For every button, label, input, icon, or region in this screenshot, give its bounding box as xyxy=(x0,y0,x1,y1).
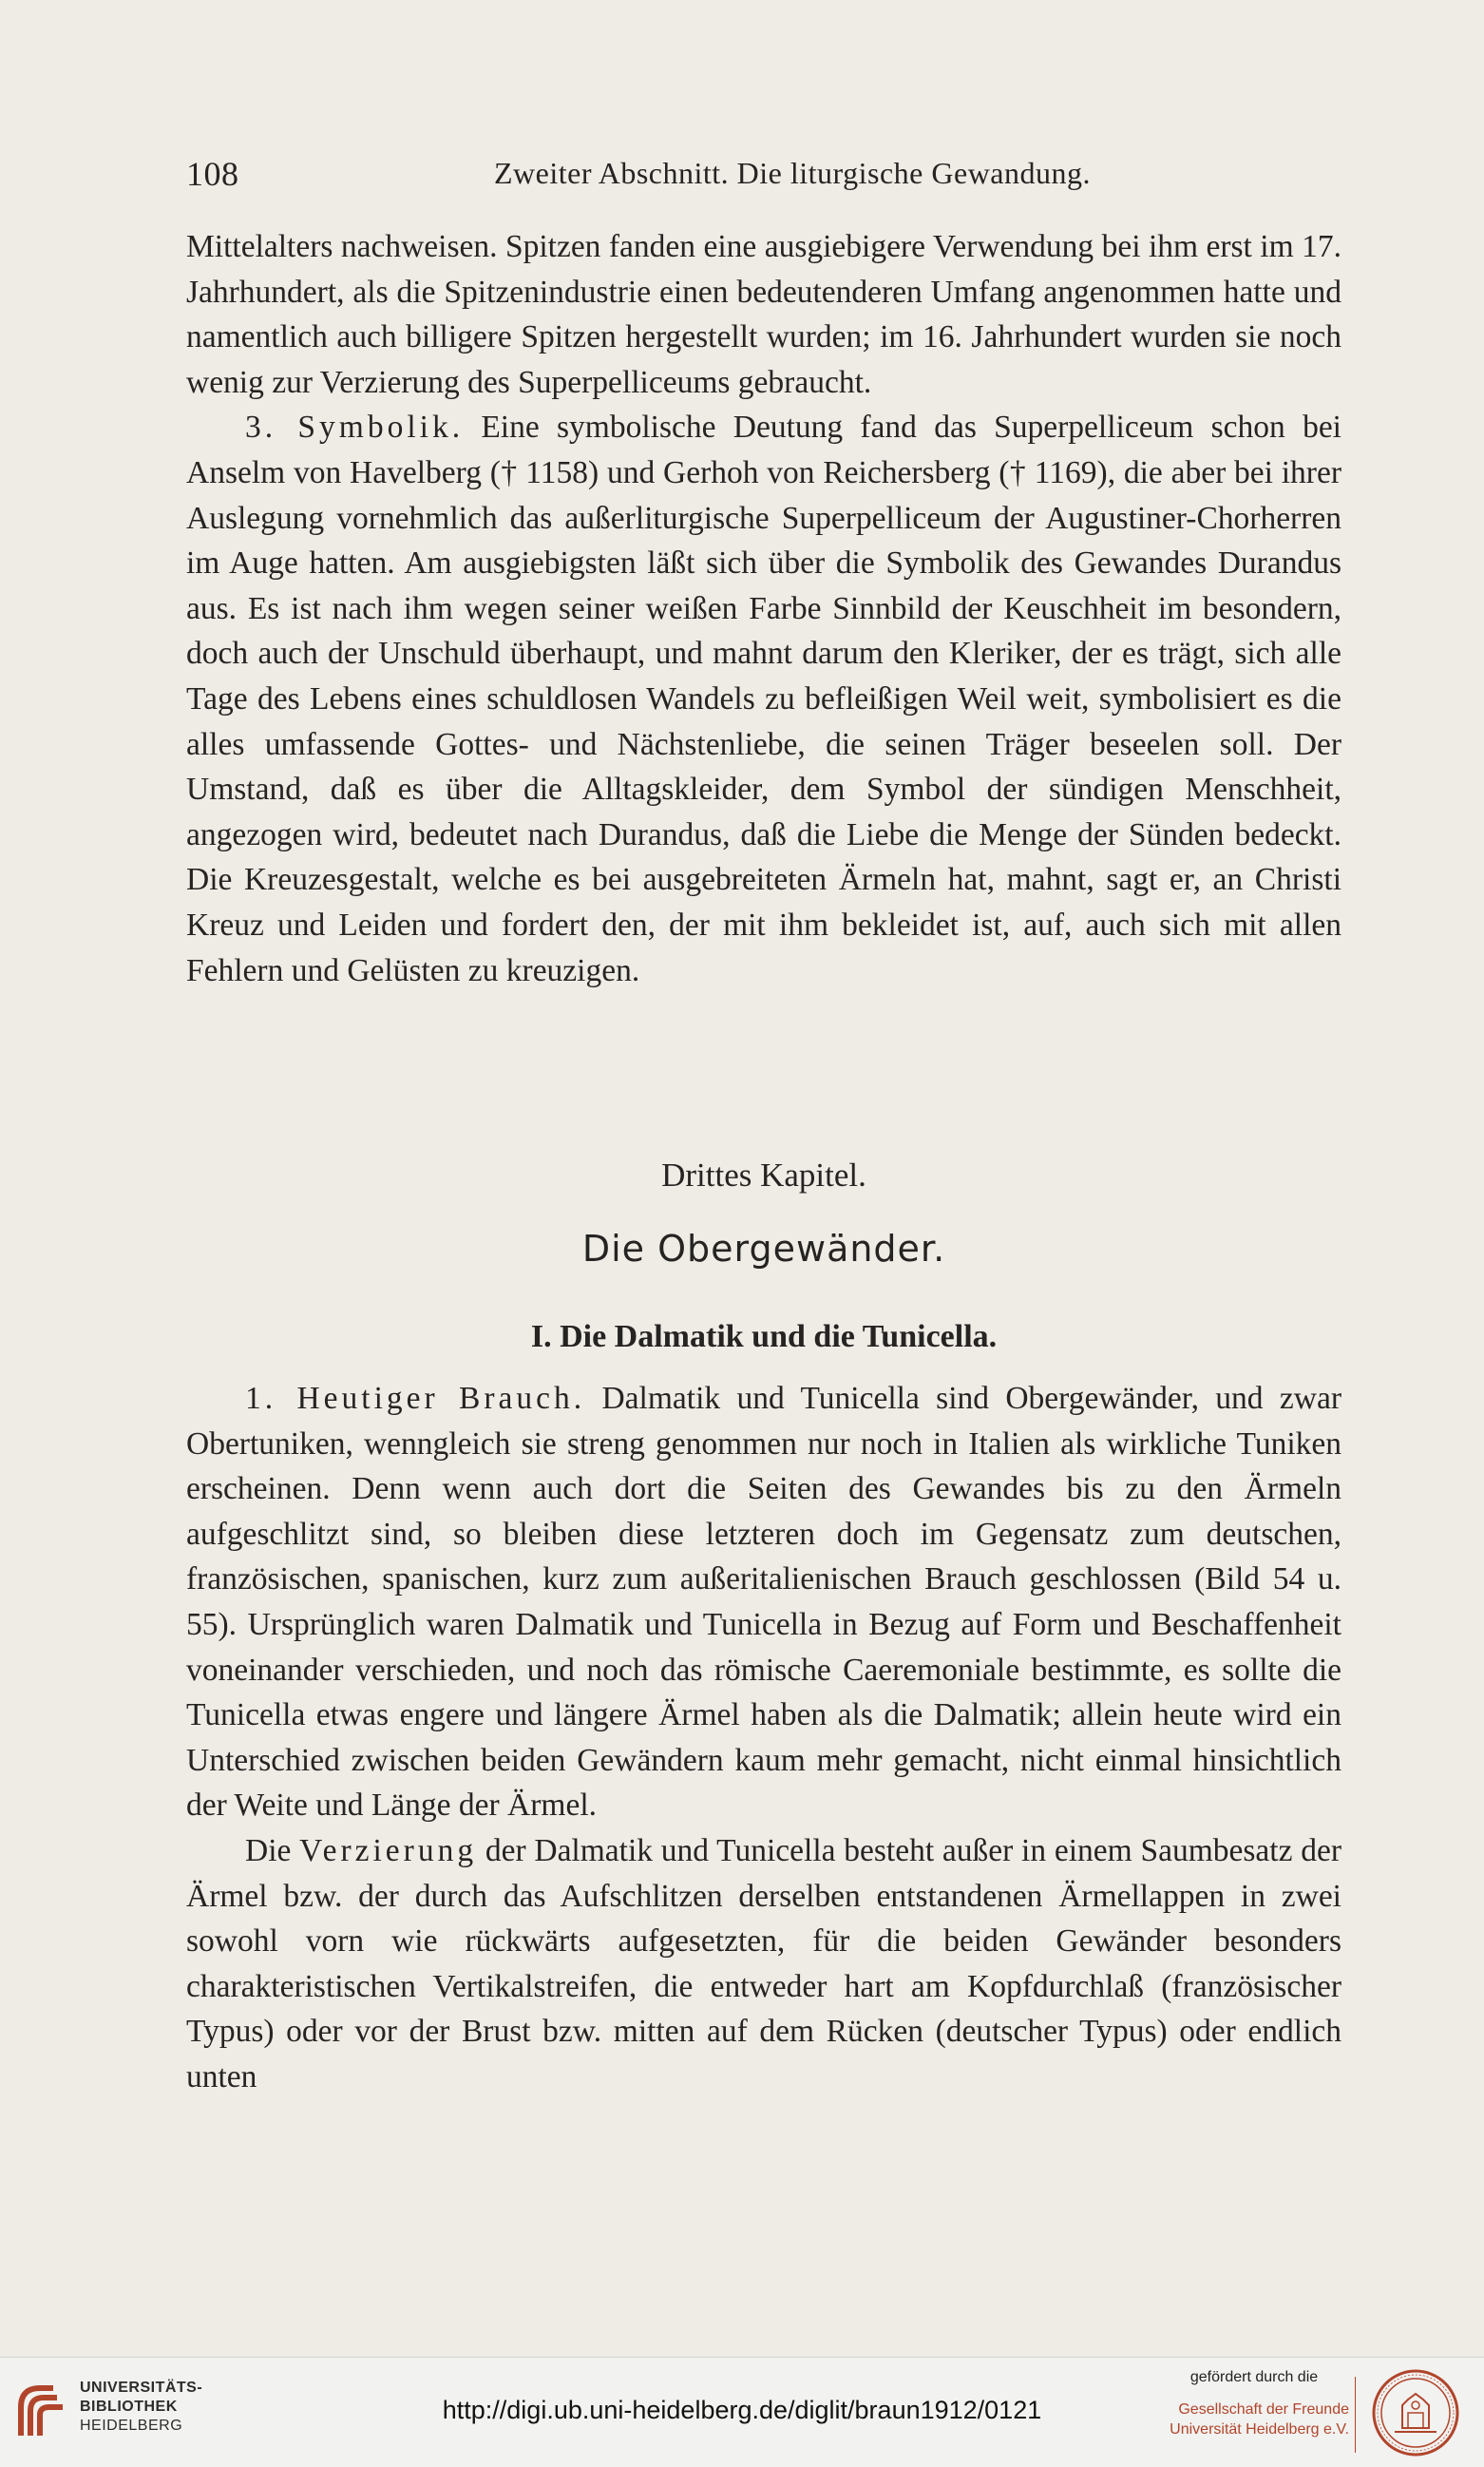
paragraph-3 xyxy=(186,1376,1341,1828)
sponsor-name-2: Universität Heidelberg e.V. xyxy=(1170,2421,1349,2438)
paragraph-4-lead: Verzierung xyxy=(299,1832,478,1868)
sponsor-block xyxy=(1131,2369,1349,2439)
library-name: UNIVERSITÄTS- BIBLIOTHEK HEIDELBERG xyxy=(80,2380,203,2434)
page-header xyxy=(186,154,1341,201)
section-heading: I. Die Dalmatik und die Tunicella. xyxy=(530,1319,998,1354)
page-number: 108 xyxy=(186,155,239,193)
running-title: Zweiter Abschnitt. Die liturgische Gewandung. xyxy=(494,156,1091,190)
paragraph-4-pre: Die xyxy=(245,1832,300,1868)
funded-by-label: gefördert durch die xyxy=(1189,2369,1319,2385)
paragraph-2 xyxy=(186,405,1341,993)
university-seal-icon xyxy=(1364,2365,1467,2460)
paragraph-3-lead: 1. Heutiger Brauch. xyxy=(245,1381,586,1416)
body-text-top xyxy=(186,224,1341,993)
paragraph-2-text: Eine symbolische Deutung fand das Superpelliceum schon bei Anselm von Havelberg († 1158) und Gerhoh von Reichersberg († 1169), die aber bei ihrer Auslegung vornehmlich das außerliturgische Superpelliceum der Augustiner-Chorherren im Auge hatten. Am ausgiebigsten läßt sich über die Symbolik des Gewandes Durandus aus. Es ist nach ihm wegen seiner weißen Farbe Sinnbild der Keuschheit im besondern, doch auch der Unschuld überhaupt, und mahnt darum den Kleriker, der es trägt, sich alle Tage des Lebens eines schuldlosen Wandels zu befleißigen Weil weit, symbolisiert es die alles umfassende Gottes- und Nächstenliebe, die seinen Träger beseelen soll. Der Umstand, daß es über die Alltagskleider, dem Symbol der sündigen Menschheit, angezogen wird, bedeutet nach Durandus, daß die Liebe die Menge der Sünden bedeckt. Die Kreuzesgestalt, welche es bei ausgebreiteten Ärmeln hat, mahnt, sagt er, an Christi Kreuz und Leiden und fordert den, der mit ihm bekleidet ist, auf, auch sich mit allen Fehlern und Gelüsten zu kreuzigen. xyxy=(186,410,1341,988)
chapter-title: Die Obergewänder. xyxy=(581,1228,946,1270)
paragraph-2-lead: 3. Symbolik. xyxy=(245,410,465,446)
paragraph-1: Mittelalters nachweisen. Spitzen fanden eine ausgiebigere Verwendung bei ihm erst im 17. Jahrhundert, als die Spitzenindustrie einen bedeutenderen Umfang angenommen hatte und namentlich auch billigere Spitzen hergestellt wurden; im 16. Jahrhundert wurden sie noch wenig zur Verzierung des Superpelliceums gebraucht. xyxy=(186,229,1341,400)
body-text-bottom xyxy=(186,1376,1341,2100)
viewer-footer xyxy=(0,2357,1484,2467)
paragraph-4 xyxy=(186,1828,1341,2100)
chapter-heading: Drittes Kapitel. xyxy=(661,1157,866,1194)
sponsor-divider xyxy=(1355,2377,1356,2453)
paragraph-4-text: der Dalmatik und Tunicella besteht außer in einem Saumbesatz der Ärmel bzw. der durch das Aufschlitzen derselben entstandenen Ärmellappen in zwei sowohl vorn wie rückwärts aufgesetzten, für die beiden Gewänder besonders charakteristischen Vertikalstreifen, die entweder hart am Kopfdurchlaß (französischer Typus) oder vor der Brust bzw. mitten auf dem Rücken (deutscher Typus) oder endlich unten xyxy=(186,1832,1341,2094)
permalink-url[interactable]: http://digi.ub.uni-heidelberg.de/diglit/braun1912/0121 xyxy=(442,2396,1042,2424)
sponsor-name-1: Gesellschaft der Freunde xyxy=(1178,2401,1349,2418)
paragraph-3-text: Dalmatik und Tunicella sind Obergewänder, und zwar Obertuniken, wenngleich sie streng genommen nur noch in Italien als wirkliche Tuniken erscheinen. Denn wenn auch dort die Seiten des Gewandes bis zu den Ärmeln aufgeschlitzt sind, so bleiben diese letzteren doch im Gegensatz zum deutschen, französischen, spanischen, kurz zum außeritalienischen Brauch geschlossen (Bild 54 u. 55). Ursprünglich waren Dalmatik und Tunicella in Bezug auf Form und Beschaffenheit voneinander verschieden, und noch das römische Caeremoniale bestimmte, es sollte die Tunicella etwas engere und längere Ärmel haben als die Dalmatik; allein heute wird ein Unterschied zwischen beiden Gewändern kaum mehr gemacht, nicht einmal hinsichtlich der Weite und Länge der Ärmel. xyxy=(186,1381,1341,1824)
